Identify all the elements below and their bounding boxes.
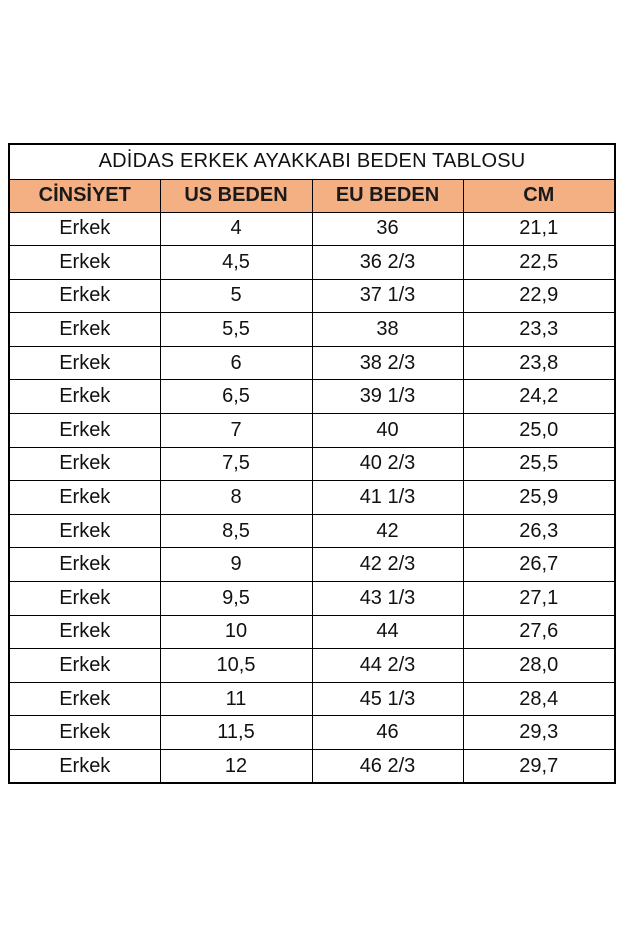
table-row [9, 414, 615, 448]
cell-cm: 29,7 [463, 750, 615, 784]
cell-cm: 25,0 [463, 414, 615, 448]
cell-cm: 28,0 [463, 649, 615, 683]
cell-cm: 22,5 [463, 246, 615, 280]
cell-us-size: 12 [160, 750, 312, 784]
table-row [9, 615, 615, 649]
cell-cm: 26,7 [463, 548, 615, 582]
cell-cm: 23,3 [463, 313, 615, 347]
cell-cm: 24,2 [463, 380, 615, 414]
cell-gender: Erkek [9, 582, 160, 616]
cell-cm: 27,1 [463, 582, 615, 616]
cell-us-size: 10 [160, 615, 312, 649]
cell-gender: Erkek [9, 548, 160, 582]
table-row [9, 750, 615, 784]
table-header-row [9, 179, 615, 212]
cell-gender: Erkek [9, 649, 160, 683]
cell-us-size: 4,5 [160, 246, 312, 280]
table-title-row [9, 144, 615, 179]
cell-gender: Erkek [9, 246, 160, 280]
header-cm: CM [463, 179, 615, 212]
cell-cm: 29,3 [463, 716, 615, 750]
table-row [9, 313, 615, 347]
table-row [9, 514, 615, 548]
cell-eu-size: 36 [312, 212, 463, 246]
cell-eu-size: 44 2/3 [312, 649, 463, 683]
cell-cm: 26,3 [463, 514, 615, 548]
table-row [9, 279, 615, 313]
cell-us-size: 5,5 [160, 313, 312, 347]
cell-eu-size: 39 1/3 [312, 380, 463, 414]
cell-us-size: 7,5 [160, 447, 312, 481]
cell-cm: 23,8 [463, 346, 615, 380]
table-row [9, 212, 615, 246]
cell-us-size: 6,5 [160, 380, 312, 414]
table-row [9, 649, 615, 683]
table-row [9, 682, 615, 716]
cell-cm: 25,9 [463, 481, 615, 515]
cell-eu-size: 36 2/3 [312, 246, 463, 280]
table-row [9, 582, 615, 616]
cell-gender: Erkek [9, 682, 160, 716]
cell-us-size: 6 [160, 346, 312, 380]
cell-gender: Erkek [9, 447, 160, 481]
cell-us-size: 11 [160, 682, 312, 716]
cell-cm: 22,9 [463, 279, 615, 313]
cell-us-size: 7 [160, 414, 312, 448]
cell-eu-size: 41 1/3 [312, 481, 463, 515]
cell-us-size: 5 [160, 279, 312, 313]
cell-cm: 21,1 [463, 212, 615, 246]
table-row [9, 548, 615, 582]
cell-us-size: 8 [160, 481, 312, 515]
cell-cm: 28,4 [463, 682, 615, 716]
cell-gender: Erkek [9, 414, 160, 448]
cell-cm: 25,5 [463, 447, 615, 481]
cell-eu-size: 43 1/3 [312, 582, 463, 616]
cell-eu-size: 45 1/3 [312, 682, 463, 716]
size-chart-table [8, 143, 616, 784]
cell-gender: Erkek [9, 481, 160, 515]
header-us-size: US BEDEN [160, 179, 312, 212]
cell-us-size: 9 [160, 548, 312, 582]
cell-eu-size: 46 2/3 [312, 750, 463, 784]
cell-eu-size: 40 2/3 [312, 447, 463, 481]
cell-us-size: 9,5 [160, 582, 312, 616]
cell-gender: Erkek [9, 716, 160, 750]
cell-gender: Erkek [9, 212, 160, 246]
cell-eu-size: 38 2/3 [312, 346, 463, 380]
cell-eu-size: 44 [312, 615, 463, 649]
table-body [9, 212, 615, 783]
cell-us-size: 8,5 [160, 514, 312, 548]
cell-gender: Erkek [9, 313, 160, 347]
cell-eu-size: 46 [312, 716, 463, 750]
table-row [9, 716, 615, 750]
table-row [9, 447, 615, 481]
table-row [9, 380, 615, 414]
header-gender: CİNSİYET [9, 179, 160, 212]
cell-gender: Erkek [9, 750, 160, 784]
cell-gender: Erkek [9, 514, 160, 548]
cell-eu-size: 40 [312, 414, 463, 448]
cell-gender: Erkek [9, 615, 160, 649]
cell-eu-size: 38 [312, 313, 463, 347]
table-row [9, 346, 615, 380]
cell-eu-size: 42 2/3 [312, 548, 463, 582]
cell-cm: 27,6 [463, 615, 615, 649]
table-row [9, 481, 615, 515]
cell-gender: Erkek [9, 380, 160, 414]
cell-us-size: 10,5 [160, 649, 312, 683]
cell-us-size: 11,5 [160, 716, 312, 750]
cell-eu-size: 37 1/3 [312, 279, 463, 313]
table-title: ADİDAS ERKEK AYAKKABI BEDEN TABLOSU [9, 144, 615, 179]
header-eu-size: EU BEDEN [312, 179, 463, 212]
cell-gender: Erkek [9, 346, 160, 380]
cell-eu-size: 42 [312, 514, 463, 548]
table-row [9, 246, 615, 280]
cell-gender: Erkek [9, 279, 160, 313]
cell-us-size: 4 [160, 212, 312, 246]
